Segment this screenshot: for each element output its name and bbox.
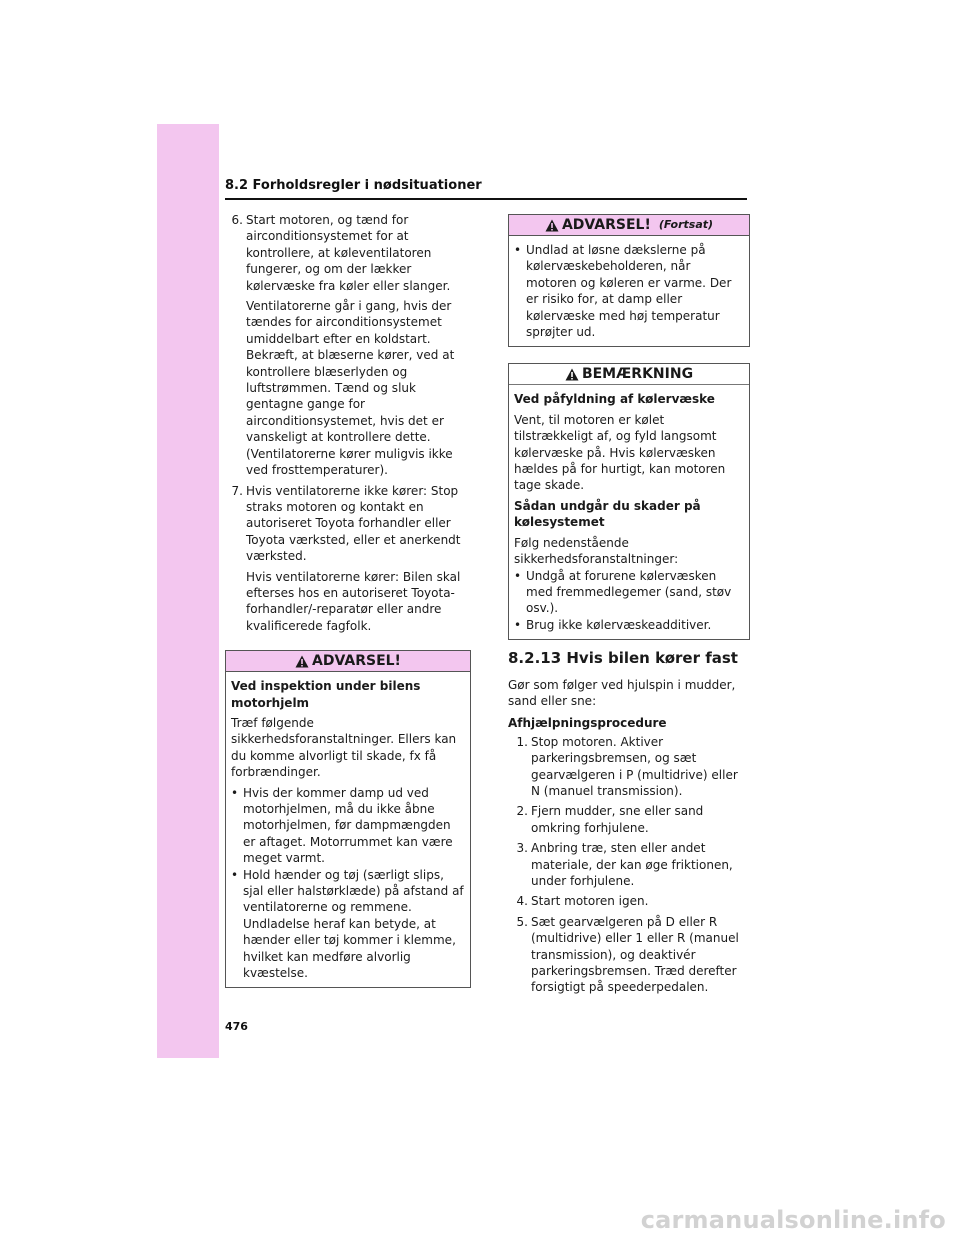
warning-intro: Træf følgende sikkerhedsforanstaltninger. Ellers kan du komme alvorligt til skade, fx få forbrændinger. bbox=[231, 715, 457, 780]
warning-box bbox=[225, 650, 471, 988]
procedure-step-number: 1. bbox=[516, 734, 528, 749]
page-number: 476 bbox=[225, 1020, 248, 1033]
warning-subtitle: Ved inspektion under bilens motorhjelm bbox=[231, 679, 421, 710]
step-7-number: 7. bbox=[231, 483, 243, 498]
notice-bullet-text: Brug ikke kølervæskeadditiver. bbox=[526, 617, 712, 632]
section-header: 8.2 Forholdsregler i nødsituationer bbox=[225, 178, 747, 200]
procedure-step-text: Sæt gearvælgeren på D eller R (multidrive) eller 1 eller R (manuel transmission), og deaktivér parkeringsbremsen. Træd derefter forsigtigt på speederpedalen. bbox=[531, 914, 739, 995]
notice-body bbox=[509, 385, 749, 639]
procedure-step-text: Anbring træ, sten eller andet materiale, der kan øge friktionen, under forhjulene. bbox=[531, 841, 733, 888]
notice-paragraph-2: Følg nedenstående sikkerhedsforanstaltninger: bbox=[514, 535, 679, 567]
warning-bullet: • Undlad at løsne dækslerne på kølervæskebeholderen, når motoren og køleren er varme. Der er risiko for, at damp eller kølervæske med høj temperatur sprøjter ud. bbox=[514, 242, 744, 340]
procedure-step bbox=[510, 893, 750, 909]
warning-triangle-icon bbox=[545, 219, 559, 232]
warning-bullet-text: Hold hænder og tøj (særligt slips, sjal eller halstørklæde) på afstand af ventilatorerne og remmene. Undladelse heraf kan betyde, at hænder eller tøj kommer i klemme, hvilket kan medføre alvorlig kvæstelse. bbox=[243, 867, 464, 981]
warning-bullet-text: Hvis der kommer damp ud ved motorhjelmen, må du ikke åbne motorhjelmen, før dampmængden er aftaget. Motorrummet kan være meget varmt. bbox=[243, 785, 453, 866]
procedure-step bbox=[510, 803, 750, 836]
notice-bullet: • Undgå at forurene kølervæsken med fremmedlegemer (sand, støv osv.). bbox=[514, 568, 744, 617]
warning-bullet: • Hold hænder og tøj (særligt slips, sjal eller halstørklæde) på afstand af ventilatorerne og remmene. Undladelse heraf kan betyde, at hænder eller tøj kommer i klemme, hvilket kan medføre alvorlig kvæstelse. bbox=[231, 867, 464, 981]
step-6 bbox=[225, 212, 471, 294]
watermark: carmanualsonline.info bbox=[640, 1206, 946, 1234]
procedure-step bbox=[510, 734, 750, 800]
warning-bullet: • Hvis der kommer damp ud ved motorhjelmen, må du ikke åbne motorhjelmen, før dampmængden er aftaget. Motorrummet kan være meget varmt. bbox=[231, 785, 465, 867]
notice-icon bbox=[565, 368, 579, 381]
continued-hint: (Fortsat) bbox=[658, 217, 714, 231]
warning-continued-header bbox=[509, 215, 749, 236]
step-7-text: Hvis ventilatorerne ikke kører: Stop straks motoren og kontakt en autoriseret Toyota forhandler eller Toyota værksted, eller et anerkendt værksted. bbox=[246, 483, 461, 564]
procedure-step-text: Start motoren igen. bbox=[531, 894, 649, 909]
step-7-note: Hvis ventilatorerne kører: Bilen skal efterses hos en autoriseret Toyota-forhandler/-reparatør eller andre kvalificerede fagfolk. bbox=[246, 569, 461, 633]
warning-continued-body bbox=[509, 236, 749, 346]
warning-continued-title: ADVARSEL! bbox=[561, 216, 651, 233]
procedure-step-text: Stop motoren. Aktiver parkeringsbremsen, og sæt gearvælgeren i P (multidrive) eller N (manuel transmission). bbox=[531, 734, 738, 798]
warning-continued-box bbox=[508, 214, 750, 347]
warning-title: ADVARSEL! bbox=[312, 652, 401, 669]
procedure-step-number: 5. bbox=[516, 914, 528, 929]
right-column bbox=[508, 214, 750, 1000]
procedure-step bbox=[510, 840, 750, 889]
notice-box bbox=[508, 363, 750, 640]
step-6-text: Start motoren, og tænd for airconditionsystemet for at kontrollere, at køleventilatoren fungerer, og om der lækker kølervæske fra køler eller slanger. bbox=[246, 213, 451, 293]
notice-heading-1: Ved påfyldning af kølervæske bbox=[514, 392, 715, 407]
procedure-step-text: Fjern mudder, sne eller sand omkring forhjulene. bbox=[531, 804, 704, 835]
notice-box-header bbox=[509, 364, 749, 385]
procedure-step bbox=[510, 914, 750, 996]
procedure-steps bbox=[508, 734, 750, 996]
warning-body bbox=[226, 672, 470, 987]
procedure-step-number: 4. bbox=[516, 894, 528, 909]
notice-heading-2: Sådan undgår du skader på kølesystemet bbox=[514, 498, 701, 530]
notice-title: BEMÆRKNING bbox=[581, 366, 694, 383]
warning-box-header bbox=[226, 651, 470, 672]
step-7 bbox=[225, 483, 471, 565]
chapter-sidebar-tab bbox=[157, 124, 219, 1058]
step-6-note: Ventilatorerne går i gang, hvis der tændes for airconditionsystemet umiddelbart efter en koldstart. Bekræft, at blæserne kører, ved at kontrollere blæserlyden og luftstrømmen. Tænd og sluk gentagne gange for airconditionsystemet, hvis det er vanskeligt at kontrollere dette. (Ventilatorerne kører muligvis ikke ved frosttemperaturer). bbox=[246, 299, 455, 478]
section-intro: Gør som følger ved hjulspin i mudder, sand eller sne: bbox=[508, 677, 736, 708]
notice-bullet-text: Undgå at forurene kølervæsken med fremmedlegemer (sand, støv osv.). bbox=[526, 568, 732, 616]
warning-bullet-text: Undlad at løsne dækslerne på kølervæskebeholderen, når motoren og køleren er varme. Der er risiko for, at damp eller kølervæske med høj temperatur sprøjter ud. bbox=[526, 243, 732, 340]
warning-triangle-icon bbox=[295, 655, 309, 668]
notice-bullet: • Brug ikke kølervæskeadditiver. bbox=[514, 617, 744, 633]
step-6-number: 6. bbox=[231, 213, 243, 227]
notice-paragraph-1: Vent, til motoren er kølet tilstrækkeligt af, og fyld langsomt kølervæske på. Hvis kølervæsken hældes på for hurtigt, kan motoren tage skade. bbox=[514, 412, 726, 493]
procedure-step-number: 2. bbox=[516, 804, 528, 819]
left-column bbox=[225, 212, 471, 988]
procedure-step-number: 3. bbox=[516, 841, 528, 856]
procedure-title: Afhjælpningsprocedure bbox=[508, 716, 667, 731]
section-title: 8.2.13 Hvis bilen kører fast bbox=[508, 649, 738, 668]
